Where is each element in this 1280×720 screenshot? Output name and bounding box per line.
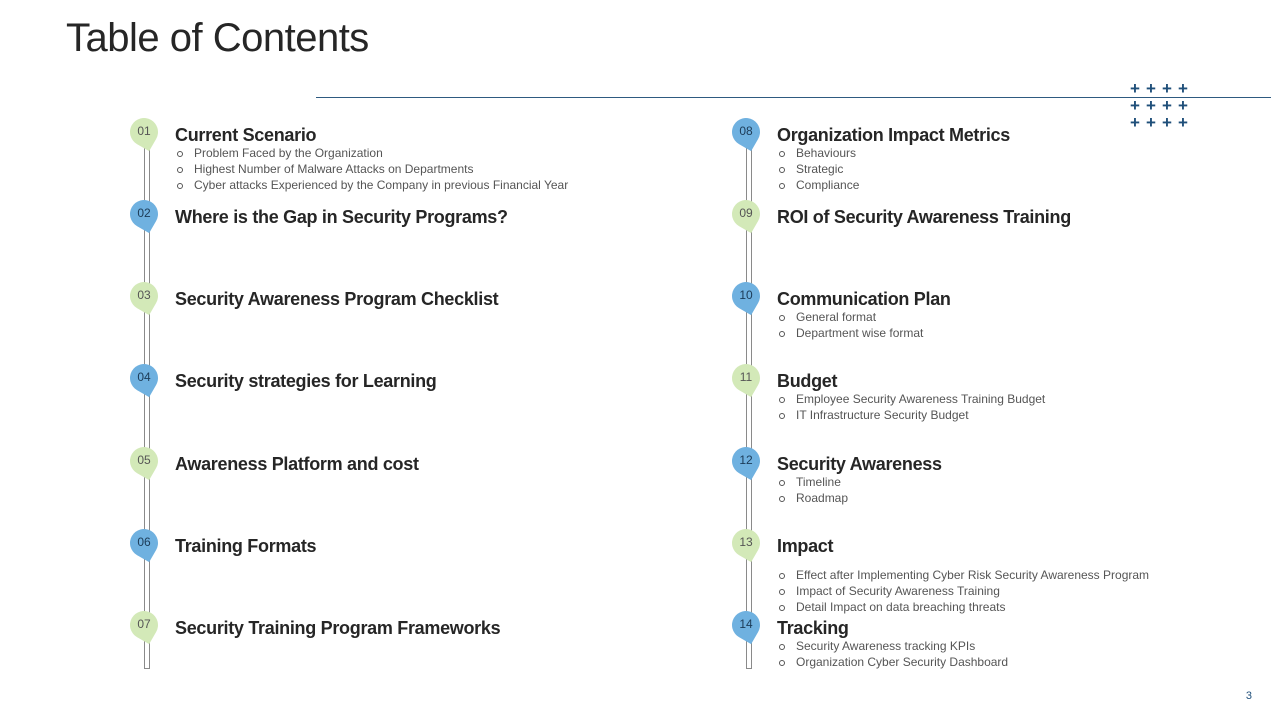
- item-number: 07: [137, 617, 151, 631]
- item-heading: Communication Plan: [777, 289, 951, 309]
- sub-topic: Compliance: [777, 177, 859, 193]
- plus-icon: +: [1146, 113, 1156, 132]
- sub-topic: Timeline: [777, 474, 848, 490]
- plus-icon: +: [1162, 96, 1172, 115]
- item-number: 02: [137, 206, 151, 220]
- sub-topic: Cyber attacks Experienced by the Company in previous Financial Year: [175, 177, 568, 193]
- sub-topic-list: [777, 145, 859, 193]
- plus-icon: +: [1178, 113, 1188, 132]
- sub-topic: Organization Cyber Security Dashboard: [777, 654, 1008, 670]
- item-heading: ROI of Security Awareness Training: [777, 207, 1071, 227]
- sub-topic: IT Infrastructure Security Budget: [777, 407, 1045, 423]
- plus-icon: +: [1146, 79, 1156, 98]
- sub-topic: Department wise format: [777, 325, 923, 341]
- sub-topic: Behaviours: [777, 145, 859, 161]
- sub-topic: Security Awareness tracking KPIs: [777, 638, 1008, 654]
- item-number: 09: [739, 206, 753, 220]
- sub-topic-list: [777, 638, 1008, 670]
- item-number: 03: [137, 288, 151, 302]
- sub-topic-list: [777, 567, 1149, 615]
- plus-decoration: [1127, 80, 1191, 131]
- item-heading: Organization Impact Metrics: [777, 125, 1010, 145]
- item-heading: Where is the Gap in Security Programs?: [175, 207, 508, 227]
- plus-icon: +: [1178, 96, 1188, 115]
- item-number: 08: [739, 124, 753, 138]
- plus-icon: +: [1146, 96, 1156, 115]
- plus-icon: +: [1130, 96, 1140, 115]
- page-title: Table of Contents: [66, 16, 369, 60]
- sub-topic-list: [777, 474, 848, 506]
- item-heading: Security Awareness Program Checklist: [175, 289, 499, 309]
- item-heading: Security Training Program Frameworks: [175, 618, 501, 638]
- item-number: 01: [137, 124, 151, 138]
- item-number: 10: [739, 288, 753, 302]
- item-heading: Security Awareness: [777, 454, 942, 474]
- page-number: 3: [1245, 690, 1252, 702]
- item-number: 13: [739, 535, 753, 549]
- sub-topic: Effect after Implementing Cyber Risk Security Awareness Program: [777, 567, 1149, 583]
- sub-topic: Roadmap: [777, 490, 848, 506]
- item-heading: Budget: [777, 371, 838, 391]
- plus-icon: +: [1178, 79, 1188, 98]
- sub-topic: Highest Number of Malware Attacks on Departments: [175, 161, 568, 177]
- item-heading: Training Formats: [175, 536, 317, 556]
- item-number: 14: [739, 617, 753, 631]
- sub-topic: General format: [777, 309, 923, 325]
- item-number: 11: [739, 370, 753, 384]
- plus-icon: +: [1162, 79, 1172, 98]
- item-heading: Security strategies for Learning: [175, 371, 437, 391]
- sub-topic-list: [175, 145, 568, 193]
- sub-topic-list: [777, 309, 923, 341]
- plus-icon: +: [1162, 113, 1172, 132]
- item-heading: Impact: [777, 536, 834, 556]
- item-number: 12: [739, 453, 753, 467]
- item-heading: Awareness Platform and cost: [175, 454, 419, 474]
- plus-icon: +: [1130, 113, 1140, 132]
- item-heading: Tracking: [777, 618, 849, 638]
- item-number: 04: [137, 370, 151, 384]
- sub-topic: Impact of Security Awareness Training: [777, 583, 1149, 599]
- item-number: 05: [137, 453, 151, 467]
- item-heading: Current Scenario: [175, 125, 317, 145]
- sub-topic: Strategic: [777, 161, 859, 177]
- sub-topic: Detail Impact on data breaching threats: [777, 599, 1149, 615]
- sub-topic: Problem Faced by the Organization: [175, 145, 568, 161]
- sub-topic: Employee Security Awareness Training Budget: [777, 391, 1045, 407]
- sub-topic-list: [777, 391, 1045, 423]
- item-number: 06: [137, 535, 151, 549]
- plus-icon: +: [1130, 79, 1140, 98]
